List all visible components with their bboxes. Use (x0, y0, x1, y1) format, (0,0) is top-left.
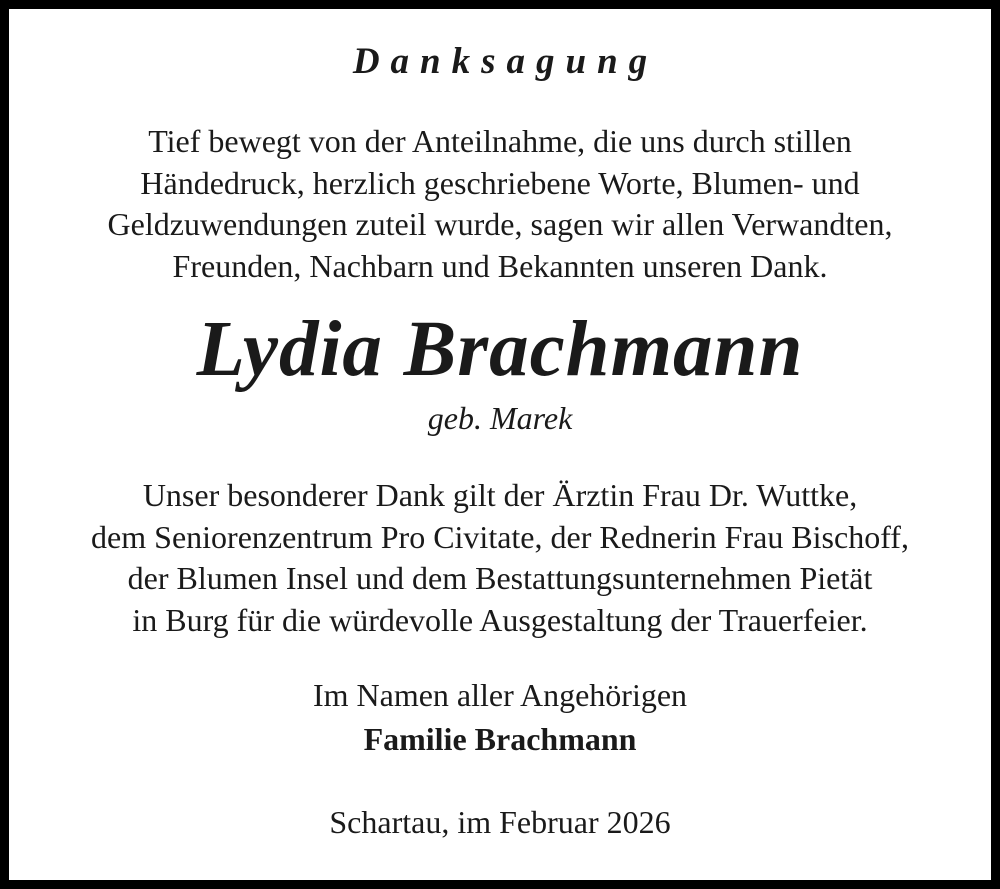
intro-line: Freunden, Nachbarn und Bekannten unseren Dank. (172, 247, 828, 284)
thanks-line: dem Seniorenzentrum Pro Civitate, der Rednerin Frau Bischoff, (91, 518, 909, 555)
intro-line: Händedruck, herzlich geschriebene Worte, Blumen- und (140, 164, 860, 201)
thanks-line: in Burg für die würdevolle Ausgestaltung der Trauerfeier. (132, 601, 868, 638)
maiden-name: geb. Marek (427, 400, 573, 436)
thanks-paragraph (0, 475, 1000, 641)
intro-line: Tief bewegt von der Anteilnahme, die uns durch stillen (148, 123, 852, 159)
on-behalf-line: Im Namen aller Angehörigen (312, 677, 688, 713)
thanks-line: Unser besonderer Dank gilt der Ärztin Frau Dr. Wuttke, (142, 477, 858, 513)
intro-paragraph (0, 121, 1000, 287)
intro-line: Geldzuwendungen zuteil wurde, sagen wir allen Verwandten, (107, 206, 893, 242)
thanks-line: der Blumen Insel und dem Bestattungsunternehmen Pietät (127, 560, 873, 596)
deceased-name: Lydia Brachmann (196, 306, 804, 393)
family-signature: Familie Brachmann (363, 721, 637, 757)
place-date: Schartau, im Februar 2026 (329, 804, 671, 840)
notice-heading: Danksagung (352, 41, 659, 82)
